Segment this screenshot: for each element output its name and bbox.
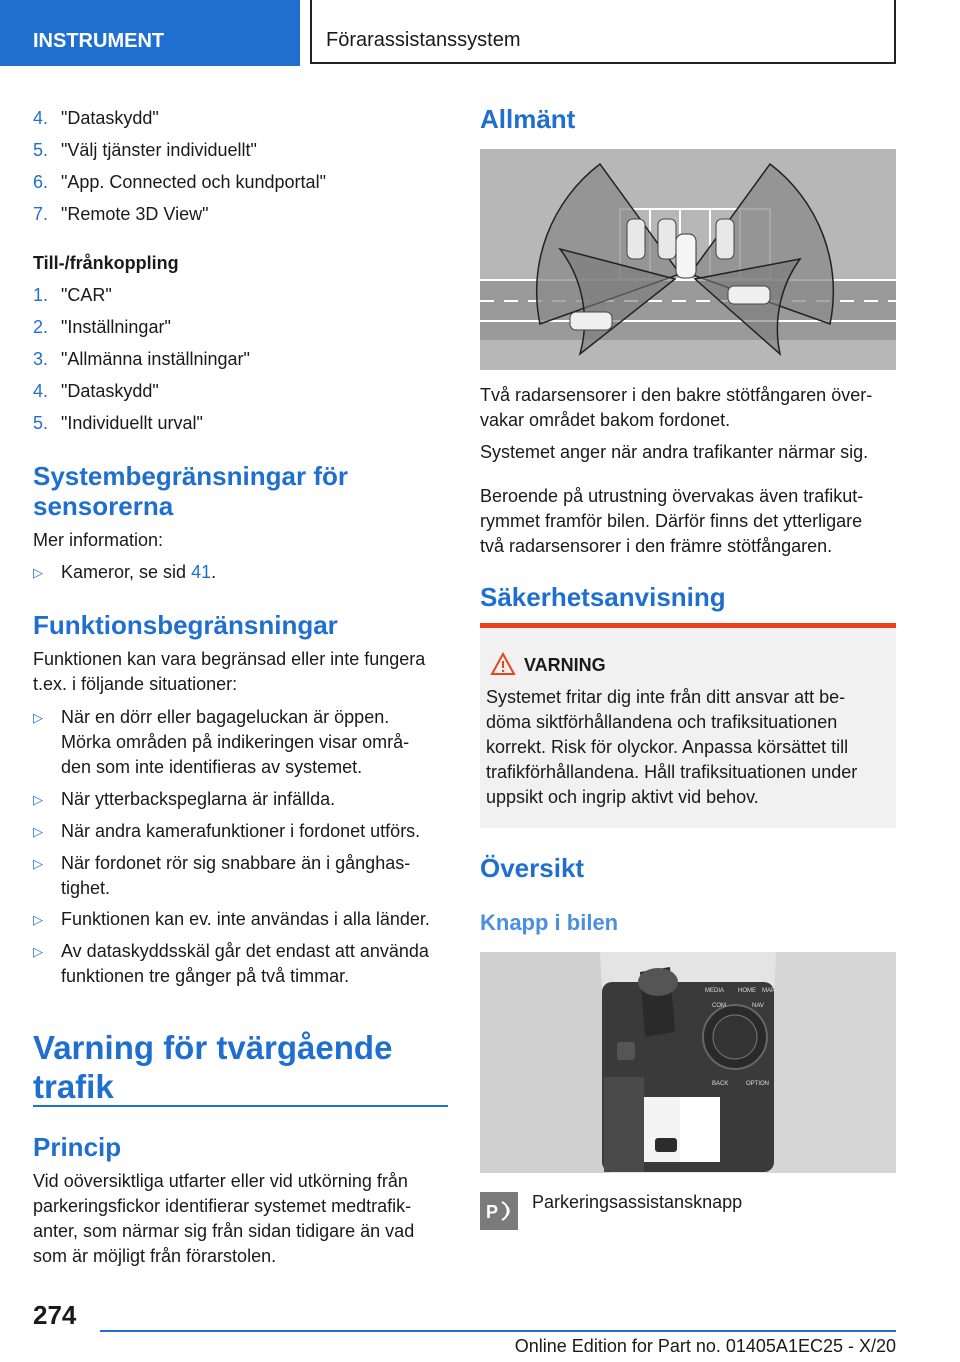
function-intro: Funktionen kan vara begränsad eller inte fungera t.ex. i följande situationer:: [33, 649, 426, 694]
list-item: ▷ När fordonet rör sig snabbare än i gånghas- tighet.: [33, 853, 411, 898]
cross-traffic-heading: Varning för tvärgående trafik: [33, 1029, 393, 1105]
svg-text:HOME: HOME: [738, 988, 756, 994]
list-item: ▷ När andra kamerafunktioner i fordonet utförs.: [33, 819, 448, 844]
list-item: 7. "Remote 3D View": [33, 204, 209, 224]
svg-text:P: P: [486, 1202, 499, 1222]
triangle-bullet-icon: ▷: [33, 792, 43, 807]
triangle-bullet-icon: ▷: [33, 565, 43, 580]
principle-text: Vid oöversiktliga utfarter eller vid utkörning från parkeringsfickor identifierar systemet medtrafik- anter, som närmar sig från sidan tidigare än vad som är möjligt från förarstolen.: [33, 1171, 415, 1266]
list-item: 4. "Dataskydd": [33, 108, 159, 128]
list-item: ▷ Funktionen kan ev. inte användas i alla länder.: [33, 907, 448, 932]
sensor-limits-heading: Systembegränsningar för sensorerna: [33, 461, 348, 521]
overview-heading: Översikt: [480, 853, 585, 883]
svg-text:OPTION: OPTION: [746, 1081, 770, 1087]
warning-box: [480, 623, 896, 828]
list-item: 6. "App. Connected och kundportal": [33, 172, 326, 192]
list-item: 1. "CAR": [33, 285, 112, 305]
warning-text: Systemet fritar dig inte från ditt ansvar att be- döma siktförhållandena och trafiksituationen korrekt. Risk för olyckor. Anpassa körsättet till trafikförhållandena. Håll trafiksituationen under uppsikt och ingrip aktivt vid behov.: [486, 687, 858, 807]
edition-text: Online Edition for Part no. 01405A1EC25 - X/20: [514, 1336, 896, 1356]
list-item: ▷ Av dataskyddsskäl går det endast att använda funktionen tre gånger på två timmar.: [33, 941, 429, 986]
principle-heading: Princip: [33, 1132, 122, 1162]
warning-triangle-icon: [490, 652, 516, 676]
camera-bullet: ▷ Kameror, se sid 41.: [33, 560, 448, 585]
svg-text:MAP: MAP: [762, 988, 776, 994]
page-link[interactable]: 41: [191, 562, 212, 582]
svg-text:BACK: BACK: [712, 1081, 729, 1087]
list-item: 2. "Inställningar": [33, 317, 171, 337]
chapter-title: Förarassistanssystem: [310, 0, 896, 64]
list-item: ▷ När ytterbackspeglarna är infällda.: [33, 787, 448, 812]
list-item: 4. "Dataskydd": [33, 381, 159, 401]
triangle-bullet-icon: ▷: [33, 824, 43, 839]
svg-text:NAV: NAV: [752, 1003, 764, 1009]
triangle-bullet-icon: ▷: [33, 944, 43, 959]
page-number: 274: [33, 1300, 77, 1330]
parking-button-label: Parkeringsassistansknapp: [532, 1192, 743, 1212]
console-photo: [480, 952, 896, 1173]
section-divider: [33, 1105, 448, 1107]
list-item: ▷ När en dörr eller bagageluckan är öppen. Mörka områden på indikeringen visar områ- den som inte identifieras av systemet.: [33, 707, 410, 777]
svg-text:MEDIA: MEDIA: [705, 988, 725, 994]
safety-heading: Säkerhetsanvisning: [480, 582, 726, 612]
general-paragraph-2: Systemet anger när andra trafikanter närmar sig.: [480, 442, 869, 462]
svg-text:COM: COM: [712, 1003, 726, 1009]
section-tab: INSTRUMENT: [0, 0, 300, 66]
warning-title: VARNING: [524, 655, 606, 675]
radar-illustration: [480, 149, 896, 370]
triangle-bullet-icon: ▷: [33, 710, 43, 725]
general-heading: Allmänt: [480, 104, 576, 134]
parking-assist-icon: [480, 1192, 518, 1230]
list-item: 3. "Allmänna inställningar": [33, 349, 250, 369]
button-heading: Knapp i bilen: [480, 910, 619, 935]
triangle-bullet-icon: ▷: [33, 856, 43, 871]
list-item: 5. "Välj tjänster individuellt": [33, 140, 257, 160]
general-paragraph-3: Beroende på utrustning övervakas även trafikut- rymmet framför bilen. Därför finns det ytterligare två radarsensorer i den främre stötfångaren.: [480, 486, 864, 556]
general-paragraph-1: Två radarsensorer i den bakre stötfångaren över- vakar området bakom fordonet.: [480, 385, 873, 430]
page-header: [0, 0, 960, 66]
toggle-heading: Till-/frånkoppling: [33, 253, 179, 273]
function-limits-heading: Funktionsbegränsningar: [33, 610, 338, 640]
triangle-bullet-icon: ▷: [33, 912, 43, 927]
list-item: 5. "Individuellt urval": [33, 413, 203, 433]
more-info-text: Mer information:: [33, 530, 164, 550]
footer-rule: [100, 1330, 896, 1332]
